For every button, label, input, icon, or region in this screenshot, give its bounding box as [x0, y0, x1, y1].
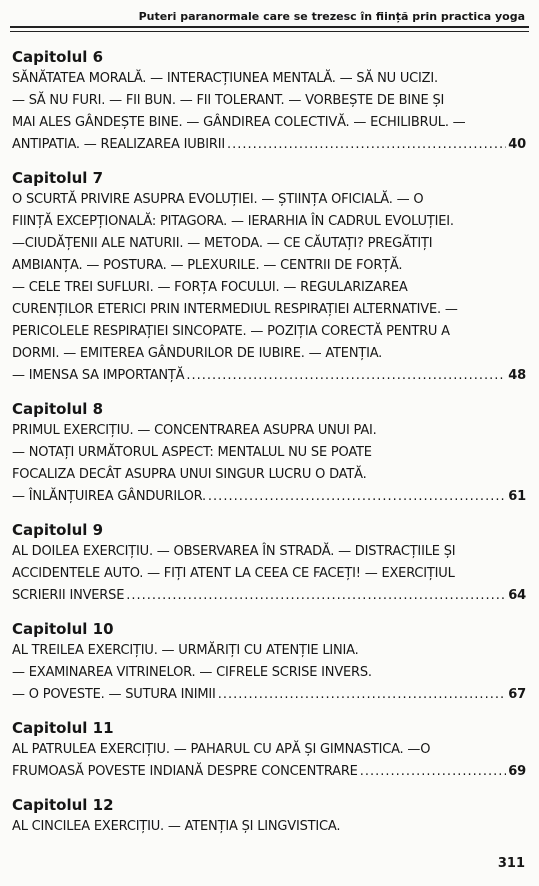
- chapter-topic-line: ACCIDENTELE AUTO. — FIȚI ATENT LA CEEA CE FACEȚI! — EXERCIȚIUL: [12, 566, 455, 581]
- running-header: Puteri paranormale care se trezesc în ființă prin practica yoga: [138, 10, 525, 23]
- chapter-entry: [12, 618, 526, 706]
- header-rule-thick: [10, 26, 529, 28]
- chapter-topic-line: AL PATRULEA EXERCIȚIU. — PAHARUL CU APĂ ȘI GIMNASTICA. —O: [12, 742, 431, 757]
- chapter-topic-line-with-page: [12, 761, 526, 783]
- chapter-topic-text: SCRIERII INVERSE: [12, 588, 125, 603]
- dot-leader: [126, 585, 506, 607]
- chapter-topic-line: O SCURTĂ PRIVIRE ASUPRA EVOLUȚIEI. — ȘTIINȚA OFICIALĂ. — O: [12, 192, 424, 207]
- chapter-page-ref: 67: [508, 687, 526, 702]
- chapter-topic-line: — EXAMINAREA VITRINELOR. — CIFRELE SCRISE INVERS.: [12, 665, 372, 680]
- chapter-title: Capitolul 11: [12, 719, 114, 737]
- chapter-topic-line-with-page: [12, 134, 526, 156]
- chapter-entry: [12, 794, 526, 838]
- chapter-page-ref: 69: [508, 764, 526, 779]
- chapter-topic-text: FRUMOASĂ POVESTE INDIANĂ DESPRE CONCENTRARE: [12, 764, 358, 779]
- chapter-topic-line: AMBIANȚA. — POSTURA. — PLEXURILE. — CENTRII DE FORȚĂ.: [12, 258, 403, 273]
- chapter-topic-text: ANTIPATIA. — REALIZAREA IUBIRII: [12, 137, 226, 152]
- chapter-topic-line: DORMI. — EMITEREA GÂNDURILOR DE IUBIRE. — ATENȚIA.: [12, 346, 383, 361]
- page-number: 311: [497, 856, 525, 871]
- dot-leader: [360, 761, 507, 783]
- chapter-topic-line: AL TREILEA EXERCIȚIU. — URMĂRIȚI CU ATENȚIE LINIA.: [12, 643, 359, 658]
- dot-leader: [208, 486, 506, 508]
- chapter-topic-line: — SĂ NU FURI. — FII BUN. — FII TOLERANT. — VORBEȘTE DE BINE ȘI: [12, 93, 445, 108]
- chapter-topic-line: FIINȚĂ EXCEPȚIONALĂ: PITAGORA. — IERARHIA ÎN CADRUL EVOLUȚIEI.: [12, 214, 454, 229]
- dot-leader: [218, 684, 507, 706]
- chapter-topic-line-with-page: [12, 585, 526, 607]
- chapter-title: Capitolul 6: [12, 48, 104, 66]
- dot-leader: [186, 365, 506, 387]
- chapter-page-ref: 40: [508, 137, 526, 152]
- chapter-topic-text: — ÎNLĂNȚUIREA GÂNDURILOR.: [12, 489, 206, 504]
- chapter-entry: [12, 46, 526, 156]
- table-of-contents: [12, 46, 526, 849]
- dot-leader: [227, 134, 506, 156]
- chapter-topic-text: — IMENSA SA IMPORTANȚĂ: [12, 368, 185, 383]
- chapter-page-ref: 48: [508, 368, 526, 383]
- chapter-topic-line-with-page: [12, 684, 526, 706]
- chapter-topic-line-with-page: [12, 365, 526, 387]
- chapter-entry: [12, 519, 526, 607]
- header-rule-thin: [10, 31, 529, 32]
- chapter-topic-line: AL DOILEA EXERCIȚIU. — OBSERVAREA ÎN STRADĂ. — DISTRACȚIILE ȘI: [12, 544, 456, 559]
- chapter-entry: [12, 398, 526, 508]
- chapter-topic-line: — NOTAȚI URMĂTORUL ASPECT: MENTALUL NU SE POATE: [12, 445, 372, 460]
- chapter-topic-line: SĂNĂTATEA MORALĂ. — INTERACȚIUNEA MENTALĂ. — SĂ NU UCIZI.: [12, 71, 438, 86]
- chapter-topic-text: — O POVESTE. — SUTURA INIMII: [12, 687, 216, 702]
- chapter-title: Capitolul 9: [12, 521, 104, 539]
- chapter-page-ref: 64: [508, 588, 526, 603]
- chapter-title: Capitolul 7: [12, 169, 104, 187]
- chapter-topic-line: CURENȚILOR ETERICI PRIN INTERMEDIUL RESPIRAȚIEI ALTERNATIVE. —: [12, 302, 458, 317]
- chapter-topic-line-with-page: [12, 486, 526, 508]
- chapter-title: Capitolul 8: [12, 400, 104, 418]
- chapter-topic-line: — CELE TREI SUFLURI. — FORȚA FOCULUI. — REGULARIZAREA: [12, 280, 408, 295]
- chapter-title: Capitolul 12: [12, 796, 114, 814]
- chapter-entry: [12, 167, 526, 387]
- chapter-title: Capitolul 10: [12, 620, 114, 638]
- chapter-page-ref: 61: [508, 489, 526, 504]
- chapter-topic-line: PERICOLELE RESPIRAȚIEI SINCOPATE. — POZIȚIA CORECTĂ PENTRU A: [12, 324, 450, 339]
- chapter-topic-line: AL CINCILEA EXERCIȚIU. — ATENȚIA ȘI LINGVISTICA.: [12, 819, 341, 834]
- chapter-topic-line: —CIUDĂȚENII ALE NATURII. — METODA. — CE CĂUTAȚI? PREGĂTIȚI: [12, 236, 433, 251]
- chapter-topic-line: PRIMUL EXERCIȚIU. — CONCENTRAREA ASUPRA UNUI PAI.: [12, 423, 377, 438]
- chapter-topic-line: FOCALIZA DECÂT ASUPRA UNUI SINGUR LUCRU O DATĂ.: [12, 467, 367, 482]
- chapter-entry: [12, 717, 526, 783]
- chapter-topic-line: MAI ALES GÂNDEȘTE BINE. — GÂNDIREA COLECTIVĂ. — ECHILIBRUL. —: [12, 115, 466, 130]
